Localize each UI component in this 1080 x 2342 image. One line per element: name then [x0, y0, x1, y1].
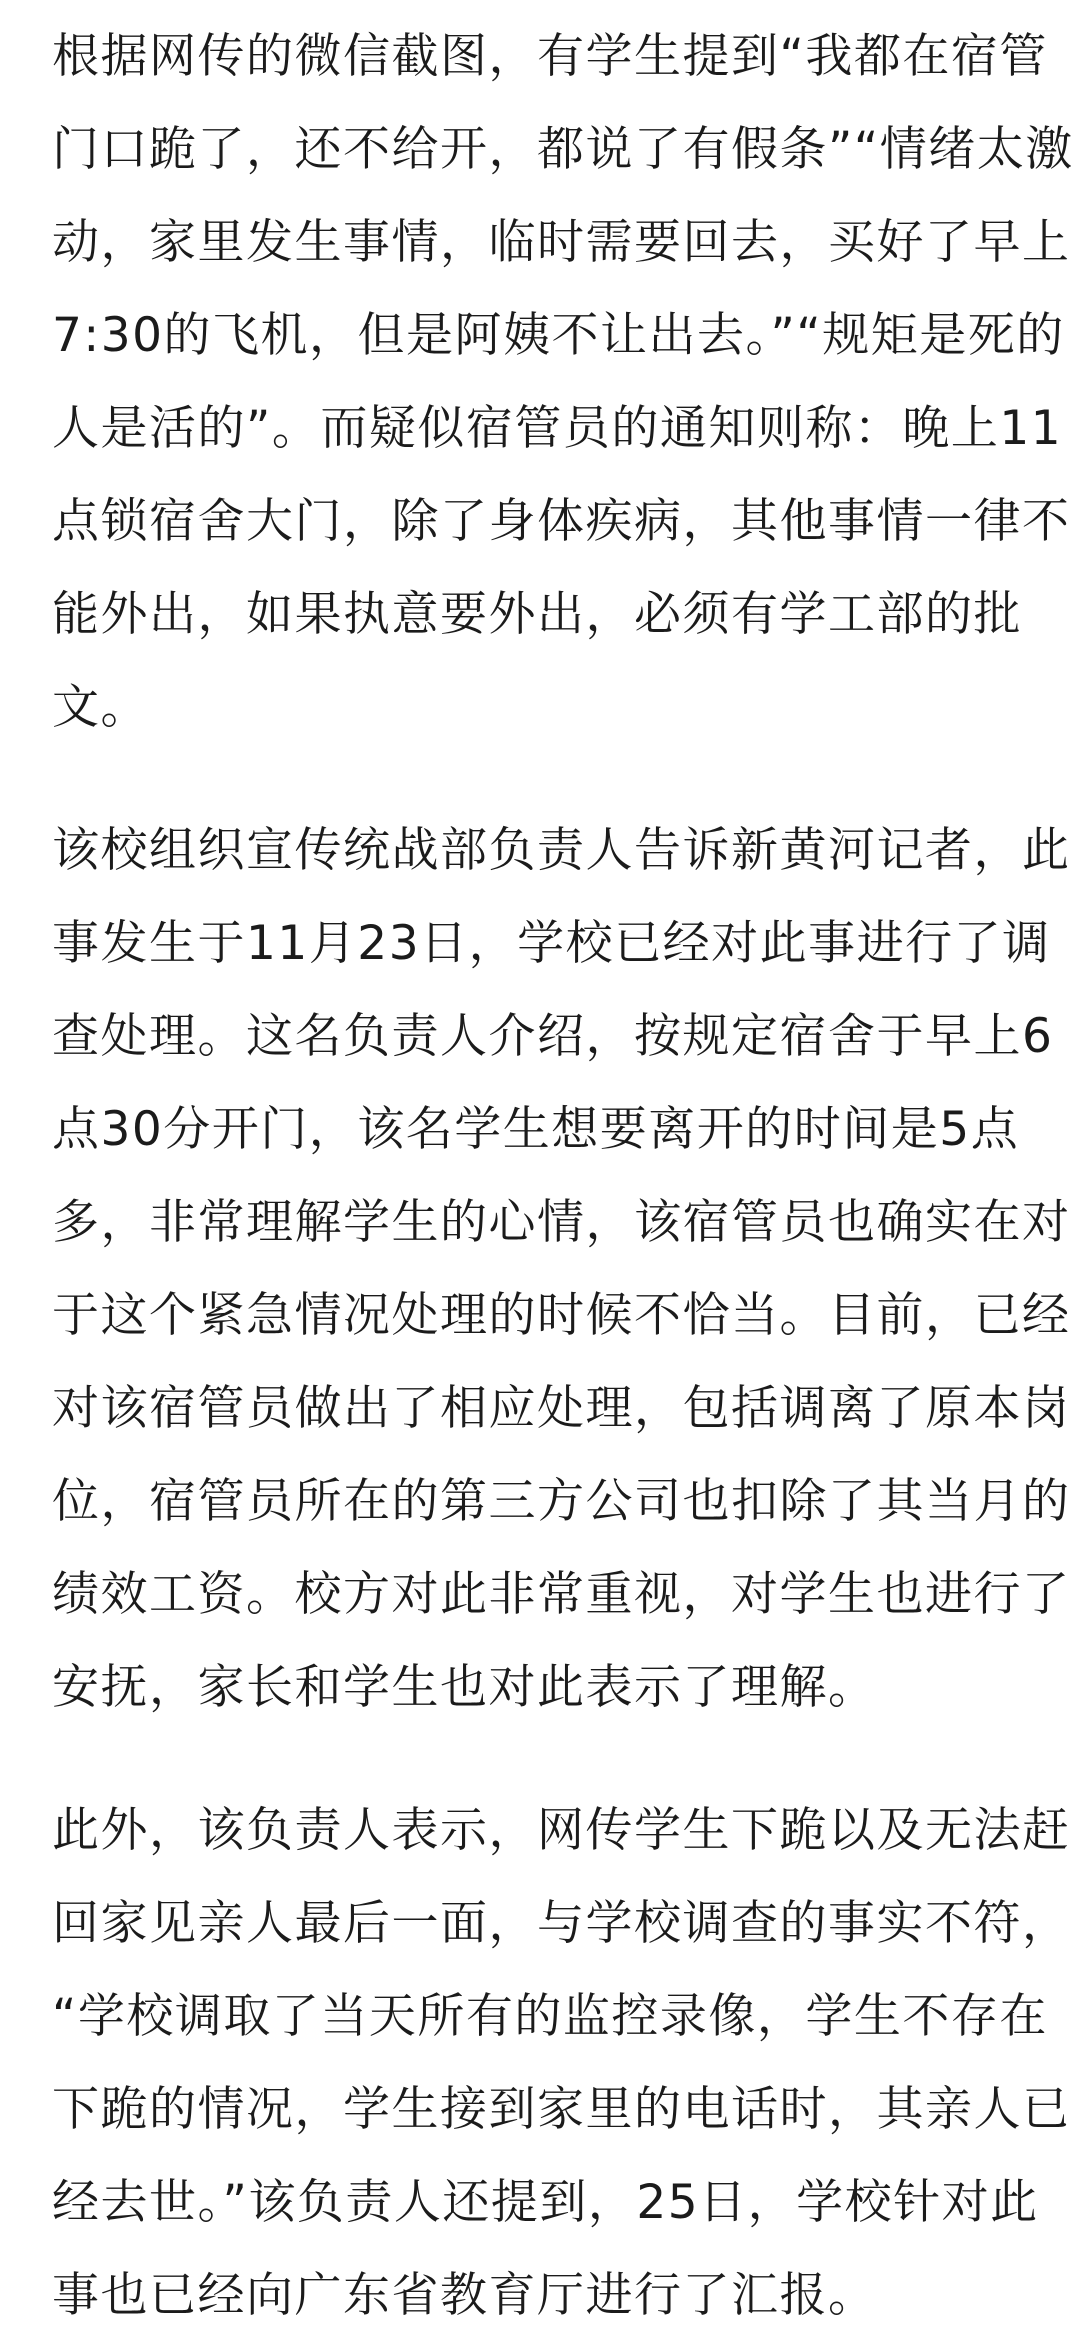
text-line: 于这个紧急情况处理的时候不恰当。目前，已经 — [52, 1288, 1071, 1343]
article-body — [52, 10, 1074, 2342]
text-line: 对该宿管员做出了相应处理，包括调离了原本岗 — [52, 1381, 1071, 1436]
text-line: 绩效工资。校方对此非常重视，对学生也进行了 — [52, 1567, 1071, 1622]
paragraph-3 — [52, 1784, 1071, 2342]
text-line: 回家见亲人最后一面，与学校调查的事实不符， — [52, 1896, 1071, 1951]
text-line: 事也已经向广东省教育厅进行了汇报。 — [52, 2268, 877, 2323]
text-line: 该校组织宣传统战部负责人告诉新黄河记者，此 — [52, 823, 1071, 878]
text-line: 下跪的情况，学生接到家里的电话时，其亲人已 — [52, 2082, 1071, 2137]
text-line: 文。 — [52, 680, 149, 735]
text-line: 点30分开门，该名学生想要离开的时间是5点 — [52, 1102, 1020, 1157]
text-line: 经去世。”该负责人还提到，25日，学校针对此 — [52, 2175, 1039, 2230]
text-line: 根据网传的微信截图，有学生提到“我都在宿管 — [52, 29, 1048, 84]
text-line: 人是活的”。而疑似宿管员的通知则称：晚上11 — [52, 401, 1063, 456]
text-line: 点锁宿舍大门，除了身体疾病，其他事情一律不 — [52, 494, 1071, 549]
text-line: 此外，该负责人表示，网传学生下跪以及无法赶 — [52, 1803, 1071, 1858]
paragraph-2 — [52, 804, 1071, 1734]
text-line: 门口跪了，还不给开，都说了有假条”“情绪太激 — [52, 122, 1074, 177]
text-line: “学校调取了当天所有的监控录像，学生不存在 — [52, 1989, 1048, 2044]
text-line: 事发生于11月23日，学校已经对此事进行了调 — [52, 916, 1051, 971]
paragraph-1 — [52, 10, 1074, 754]
text-line: 动，家里发生事情，临时需要回去，买好了早上 — [52, 215, 1071, 270]
text-line: 查处理。这名负责人介绍，按规定宿舍于早上6 — [52, 1009, 1054, 1064]
text-line: 位，宿管员所在的第三方公司也扣除了其当月的 — [52, 1474, 1071, 1529]
text-line: 多，非常理解学生的心情，该宿管员也确实在对 — [52, 1195, 1071, 1250]
text-line: 安抚，家长和学生也对此表示了理解。 — [52, 1660, 877, 1715]
text-line: 7:30的飞机，但是阿姨不让出去。”“规矩是死的 — [52, 308, 1065, 363]
text-line: 能外出，如果执意要外出，必须有学工部的批 — [52, 587, 1022, 642]
